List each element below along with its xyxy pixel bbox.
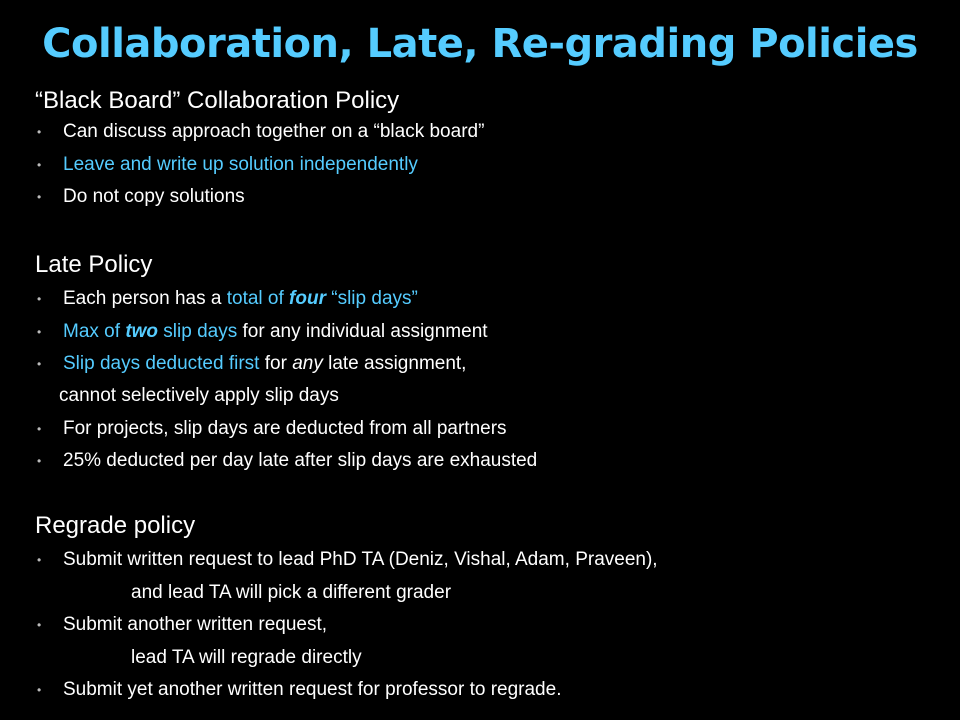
late-heading: Late Policy [35,251,153,278]
bullet-icon: • [37,325,42,339]
bullet-icon: • [37,158,42,172]
bullet-icon: • [37,422,42,436]
late-b1-highlight: total of [226,288,290,309]
late-bullet-5: 25% deducted per day late after slip days are exhausted [63,450,538,471]
late-bullet-2 [63,320,488,344]
collab-heading: “Black Board” Collaboration Policy [35,87,400,114]
bullet-icon: • [37,125,42,139]
late-bullet-3-continuation: cannot selectively apply slip days [59,385,339,406]
bullet-icon: • [37,454,42,468]
slide-title: Collaboration, Late, Re-grading Policies [42,21,918,67]
collab-bullet-1: Can discuss approach together on a “black board” [63,121,485,142]
late-bullet-3 [63,352,466,376]
late-b3-text: for [259,353,293,374]
regrade-bullet-1: Submit written request to lead PhD TA (Deniz, Vishal, Adam, Praveen), [63,549,658,570]
late-b1-text: Each person has a [63,288,227,309]
bullet-icon: • [37,683,42,697]
late-b2-text: for any individual assignment [237,321,488,342]
regrade-bullet-2-continuation: lead TA will regrade directly [131,647,362,668]
late-b1-highlight-2: “slip days” [325,288,418,309]
late-b3-highlight: Slip days deducted first [63,353,260,374]
late-b2-highlight-2: slip days [158,321,238,342]
collab-bullet-2: Leave and write up solution independently [63,154,418,175]
late-b1-emphasis: four [289,288,326,309]
late-bullet-4: For projects, slip days are deducted from all partners [63,418,507,439]
regrade-bullet-2: Submit another written request, [63,614,328,635]
bullet-icon: • [37,190,42,204]
late-b2-emphasis: two [125,321,159,342]
regrade-heading: Regrade policy [35,512,196,539]
bullet-icon: • [37,292,42,306]
regrade-bullet-1-continuation: and lead TA will pick a different grader [131,582,452,603]
collab-bullet-3: Do not copy solutions [63,186,245,207]
bullet-icon: • [37,357,42,371]
late-b3-italic: any [292,353,323,374]
bullet-icon: • [37,553,42,567]
bullet-icon: • [37,618,42,632]
late-b3-text-2: late assignment, [322,353,467,374]
regrade-bullet-3: Submit yet another written request for professor to regrade. [63,679,562,700]
late-bullet-1 [63,287,418,311]
late-b2-highlight: Max of [63,321,126,342]
